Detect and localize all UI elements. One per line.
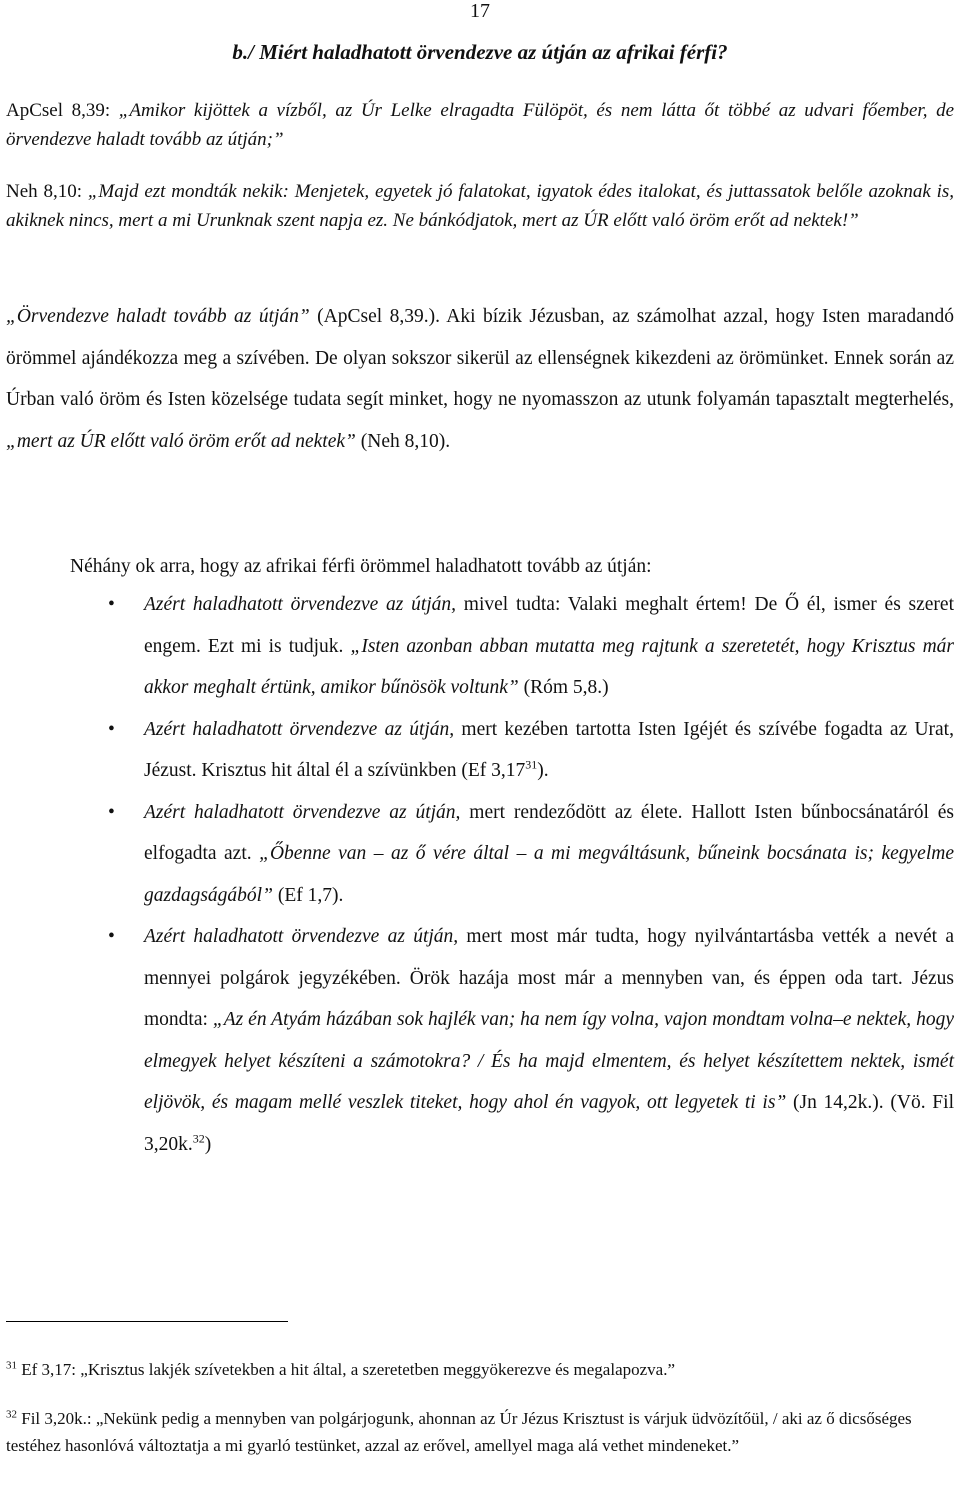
quote-nehemiah	[6, 177, 954, 235]
list-item	[0, 584, 960, 709]
list-item-quote: „Az én Atyám házában sok hajlék van; ha nem így volna, vajon mondtam volna–e nektek, hogy elmegyek helyet készíteni a számotokra? / És ha majd elmentem, és helyet készítettem nektek, ismét eljövök, és magam mellé veszlek titeket, hogy ahol én vagyok, ott legyetek ti is”	[144, 1009, 954, 1113]
list-item-text: mert most már tudta, hogy nyilvántartásba vették a nevét a mennyei polgárok jegyzékében. Örök hazája most már a mennyben van, és éppen oda tart. Jézus mondta:	[144, 926, 954, 1030]
list-item-text: mert rendeződött az élete. Hallott Isten bűnbocsánatáról és elfogadta azt.	[144, 801, 954, 864]
bullet-icon: •	[108, 594, 115, 615]
list-item	[0, 916, 960, 1165]
reasons-intro: Néhány ok arra, hogy az afrikai férfi örömmel haladhatott tovább az útján:	[70, 556, 652, 577]
list-item-text: mivel tudta: Valaki meghalt értem! De Ő él, ismer és szeret engem. Ezt mi is tudjuk.	[144, 594, 954, 657]
paragraph-quote-1: „Örvendezve haladt tovább az útján”	[6, 306, 310, 327]
body-paragraph	[6, 296, 954, 462]
list-item-lead: Azért haladhatott örvendezve az útján,	[144, 926, 459, 947]
bullet-icon: •	[108, 718, 115, 740]
footnote-text: Ef 3,17: „Krisztus lakjék szívetekben a hit által, a szeretetben meggyökerezve és megalapozva.”	[21, 1360, 675, 1379]
quote-acts-ref: ApCsel 8,39:	[6, 100, 119, 121]
footnote-divider	[6, 1321, 288, 1322]
quote-nehemiah-text: „Majd ezt mondták nekik: Menjetek, egyetek jó falatokat, igyatok édes italokat, és juttassatok belőle azoknak is, akiknek nincs, mert a mi Urunknak szent napja ez. Ne bánkódjatok, mert az ÚR előtt való öröm erőt ad nektek!”	[6, 181, 954, 231]
paragraph-text-1: (ApCsel 8,39.). Aki bízik Jézusban, az számolhat azzal, hogy Isten maradandó örömmel ajándékozza meg a szívében. De olyan sokszor sikerül az ellenségnek kikezdeni az örömünket. Ennek során az Úrban való öröm és Isten közelsége tudata segít minket, hogy ne nyomasszon az utunk folyamán tapasztalt megterhelés,	[6, 306, 954, 410]
quote-nehemiah-ref: Neh 8,10:	[6, 181, 88, 202]
quote-acts	[6, 96, 954, 154]
reasons-list	[0, 584, 960, 1165]
footnote-number: 32	[6, 1408, 17, 1421]
list-item-ref: (Jn 14,2k.). (Vö. Fil 3,20k.	[144, 1092, 954, 1155]
list-item-lead: Azért haladhatott örvendezve az útján,	[144, 718, 455, 740]
section-heading: b./ Miért haladhatott örvendezve az útján az afrikai férfi?	[232, 40, 728, 64]
paragraph-text-2: (Neh 8,10).	[355, 430, 451, 452]
footnote-31	[6, 1356, 954, 1383]
list-item-ref: (Róm 5,8.)	[518, 677, 609, 698]
paragraph-quote-2: „mert az ÚR előtt való öröm erőt ad nektek”	[6, 430, 356, 452]
list-item-ref-end: )	[204, 1133, 212, 1155]
list-item-quote: „Isten azonban abban mutatta meg rajtunk a szeretetét, hogy Krisztus már akkor meghalt értünk, amikor bűnösök voltunk”	[144, 635, 955, 698]
quote-acts-text: „Amikor kijöttek a vízből, az Úr Lelke elragadta Fülöpöt, és nem látta őt többé az udvari főember, de örvendezve haladt tovább az útján;”	[6, 100, 954, 150]
footnote-text: Fil 3,20k.: „Nekünk pedig a mennyben van polgárjogunk, ahonnan az Úr Jézus Krisztust is várjuk üdvözítőül, / aki az ő dicsőséges testéhez hasonlóvá változtatja a mi gyarló testünket, azzal az erővel, amellyel maga alá vethet mindeneket.”	[6, 1409, 912, 1455]
list-item	[0, 792, 960, 917]
list-item-lead: Azért haladhatott örvendezve az útján,	[144, 801, 461, 823]
footnote-number: 31	[6, 1359, 17, 1372]
footnote-ref-32: 32	[192, 1131, 205, 1145]
list-item-lead: Azért haladhatott örvendezve az útján,	[144, 594, 457, 615]
list-item	[0, 709, 960, 792]
footnote-32	[6, 1405, 954, 1459]
list-item-text: mert kezében tartotta Isten Igéjét és szívébe fogadta az Urat, Jézust. Krisztus hit által él a szívünkben (Ef 3,17	[144, 718, 954, 781]
list-item-ref: ).	[537, 760, 549, 781]
bullet-icon: •	[108, 926, 115, 947]
list-item-quote: „Őbenne van – az ő vére által – a mi megváltásunk, bűneink bocsánata is; kegyelme gazdagságából”	[144, 843, 954, 906]
footnote-ref-31: 31	[525, 757, 538, 772]
list-item-ref: (Ef 1,7).	[272, 884, 344, 906]
bullet-icon: •	[108, 801, 115, 823]
page-number: 17	[470, 0, 490, 22]
